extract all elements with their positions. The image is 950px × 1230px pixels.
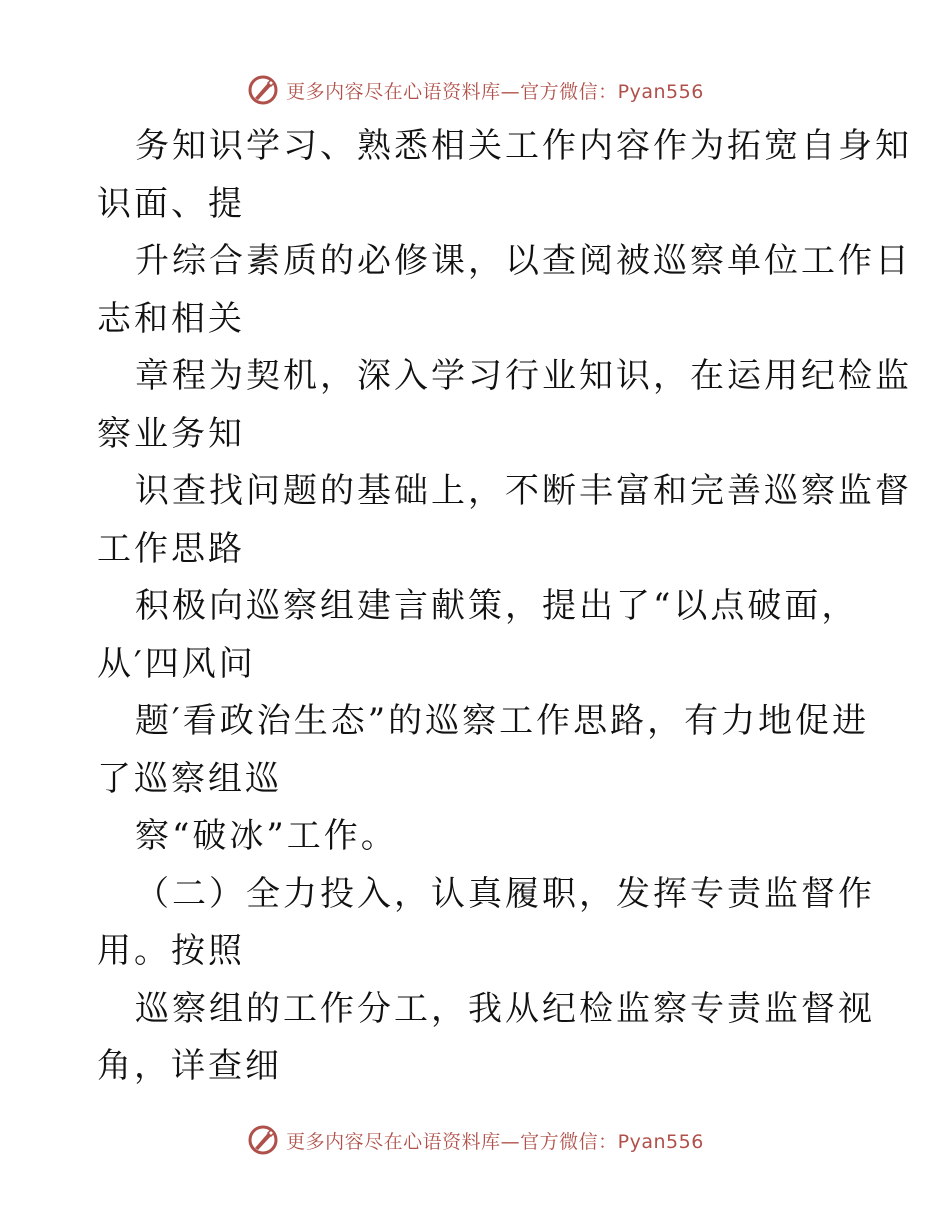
text-line: 用。按照: [97, 931, 245, 971]
text-line: 升综合素质的必修课，以查阅被巡察单位工作日: [135, 241, 912, 281]
text-line: 察“破冰”工作。: [135, 816, 398, 856]
text-line: 识查找问题的基础上，不断丰富和完善巡察监督: [135, 471, 912, 511]
watermark-text: 更多内容尽在心语资料库—官方微信：Pyan556: [286, 80, 704, 103]
text-line: 积极向巡察组建言献策，提出了“以点破面，: [135, 586, 859, 626]
text-line: 务知识学习、熟悉相关工作内容作为拓宽自身知: [135, 126, 912, 166]
pen-logo-icon: [246, 1123, 280, 1157]
text-line: 工作思路: [97, 528, 245, 569]
text-line: 志和相关: [97, 298, 245, 339]
text-line: 察业务知: [97, 413, 245, 454]
text-line: 角，详查细: [97, 1046, 282, 1086]
document-body: [97, 118, 912, 1096]
watermark-text: 更多内容尽在心语资料库—官方微信：Pyan556: [286, 1130, 704, 1153]
pen-logo-icon: [246, 73, 280, 107]
text-line: 识面、提: [97, 183, 245, 224]
text-line: 章程为契机，深入学习行业知识，在运用纪检监: [135, 356, 912, 396]
footer-watermark-banner: [0, 1120, 950, 1160]
text-line: （二）全力投入，认真履职，发挥专责监督作: [135, 873, 875, 914]
text-line: 题′看政治生态”的巡察工作思路，有力地促进: [135, 701, 870, 741]
text-line: 巡察组的工作分工，我从纪检监察专责监督视: [135, 988, 875, 1029]
text-line: 从′四风问: [97, 643, 256, 684]
text-line: 了巡察组巡: [97, 758, 282, 799]
header-watermark-banner: [0, 70, 950, 110]
